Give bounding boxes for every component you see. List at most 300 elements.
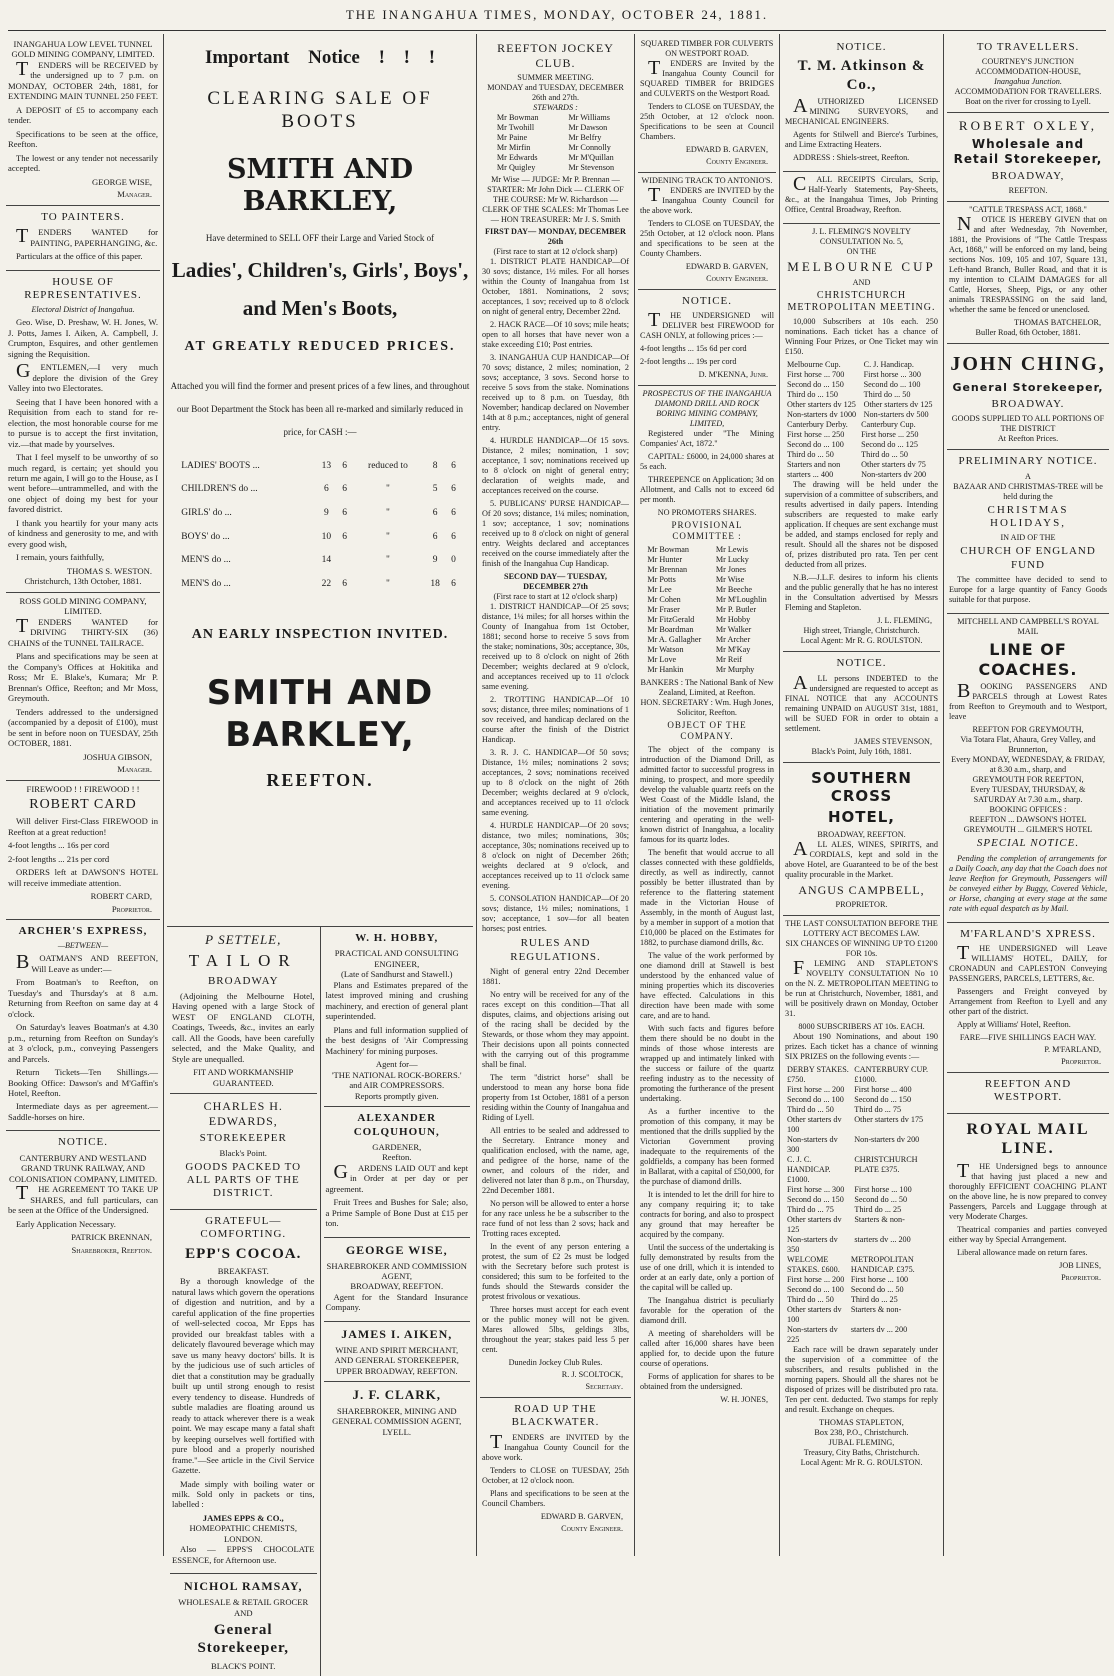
table-row [785, 1205, 938, 1215]
list-item: Mr Mirfin [496, 143, 531, 153]
ad-text: Liberal allowance made on return fares. [957, 1247, 1088, 1257]
table-cell: Second do ... 100 [787, 1285, 844, 1295]
table-header: C. J. Handicap. [863, 360, 914, 370]
column-4 [638, 36, 776, 1556]
table-row [785, 460, 938, 470]
ad-signature: THOMAS S. WESTON. [66, 565, 152, 576]
column-divider [943, 34, 944, 1556]
list-item: Mr Potts [647, 575, 676, 585]
royal-mail-line-ad [947, 1114, 1109, 1288]
price-cell: 6 [451, 484, 456, 495]
hotel-name: SOUTHERN CROSS [811, 768, 912, 805]
reefton-westport-heading [947, 1073, 1109, 1114]
list-item: Mr Fraser [647, 605, 680, 615]
ad-text: The drawing will be held under the supervision of a committee of subscribers, and results advertised in daily papers. Intending subscribers are requested to make early application. If cheques are sent exchange must be added, and stamps enclosed for reply and result. Should all the shares not be disposed of, prizes distributed pro rata. Ten per cent deducted from all prizes. [785, 480, 938, 570]
table-cell: Third do ... 25 [854, 1205, 902, 1215]
ad-text: N.B.—J.L.F. desires to inform his clients and the public generally that he has no interest in the Consultation advertised by Messrs Fleming and Stapleton. [785, 573, 938, 613]
ad-trade: Wholesale and Retail Storekeeper, [953, 137, 1103, 166]
ad-subtitle: SIX CHANCES OF WINNING UP TO £1200 FOR 10s. [785, 939, 938, 959]
price-cell: 6 [342, 484, 348, 495]
list-item: Mr A. Gallagher [647, 635, 702, 645]
list-item: Mr Lewis [715, 545, 748, 555]
ad-name: ROBERT CARD [29, 797, 137, 813]
table-cell: Third do ... 50 [787, 1105, 834, 1115]
tunnel-tender-ad [6, 36, 160, 206]
ad-trade: WINE AND SPIRIT MERCHANT, AND GENERAL STOREKEEPER, [334, 1344, 459, 1366]
mfarland-express-ad [947, 923, 1109, 1073]
table-cell: First horse ... 400 [854, 1085, 912, 1095]
ad-text: GOODS SUPPLIED TO ALL PORTIONS OF THE DISTRICT [951, 414, 1105, 434]
ad-title: WIDENING TRACK TO ANTONIO'S. [641, 176, 773, 185]
table-cell: Non-starters dv 350 [787, 1235, 838, 1255]
list-item: Mr Quigley [496, 163, 536, 173]
price-row: 2-foot lengths ... 21s per cord [8, 853, 110, 864]
table-row [785, 1185, 938, 1195]
ad-signature-title: County Engineer. [706, 274, 768, 283]
event-name: MELBOURNE CUP [787, 259, 936, 274]
list-item: Mr Wise [715, 575, 745, 585]
local-agent: Local Agent: Mr R. G. ROULSTON. [800, 636, 923, 646]
ad-title: PROSPECTUS OF THE INANGAHUA DIAMOND DRILL AND ROCK BORING MINING COMPANY, LIMITED, [642, 389, 772, 429]
list-item: Mr Paine [496, 133, 528, 143]
ad-signature: JUBAL FLEMING, [828, 1438, 895, 1448]
price-cell: " [386, 484, 390, 495]
ad-trade: SHAREBROKER AND COMMISSION AGENT, [326, 1260, 467, 1281]
ad-text: Geo. Wise, D. Preshaw, W. H. Jones, W. J. Potts, James I. Aiken, A. Campbell, J. Crumpton, Esquires, and other gentlemen signing the Requisition. [8, 317, 158, 359]
ad-text: Made simply with boiling water or milk. Sold only in packets or tins, labelled : [172, 1478, 315, 1510]
ad-signature: R. J. SCOLTOCK, [561, 1370, 623, 1380]
booking-office: GREYMOUTH ... GILMER'S HOTEL [963, 825, 1093, 835]
committee-list [640, 545, 774, 675]
ad-text: Agent for— [375, 1059, 418, 1070]
list-item: Mr Murphy [715, 665, 755, 675]
ad-address: Box 238, P.O., Christchurch. [814, 1428, 909, 1438]
notice-text: Attached you will find the former and present prices of a few lines, and throughout our Boot Department the Stock has been all re-marked and similarly reduced in price, for CASH :— [170, 380, 470, 438]
ad-text: Apply at Williams' Hotel, Reefton. [957, 1020, 1071, 1029]
ad-signature-title: County Engineer. [561, 1523, 623, 1533]
ad-body: CALL RECEIPTS Circulars, Scrip, Half-Yearly Statements, Pay-Sheets, &c., at the Inangahua Times, Job Printing Office, Central Broadway, Reefton. [785, 173, 938, 214]
price-cell: 6 [342, 507, 348, 518]
ad-text: GARDENS LAID OUT and kept in Order at per day or per agreement. [325, 1160, 468, 1194]
table-cell: Second do ... 100 [787, 1095, 844, 1105]
ad-trade: PRACTICAL AND CONSULTING ENGINEER, [334, 948, 459, 969]
ad-subtitle: —BETWEEN— [57, 941, 109, 951]
paragraph: Three horses must accept for each event or the public money will not be given. Mares allowed 5lbs, geldings 3lbs, throughout the year; stakes paid less 5 per cent. [482, 1305, 629, 1355]
ad-text: Plans and specifications may be seen at the Company's Offices at Hokitika and Ross; Mr E. Blake's, Kumara; Mr P. Brennan's Office, Reefton; and Mr Moss, Greymouth. [8, 651, 158, 704]
ad-signature: EDWARD B. GARVEN, [685, 262, 768, 271]
shop-name: SMITH AND BARKLEY, [206, 673, 434, 755]
paragraph: In the event of any person entering a protest, the sum of £2 2s must be lodged with the Secretary before such protest is considered; this sum to be forfeited to the funds should the Stewards consider the protest frivolous or vexatious. [482, 1242, 629, 1302]
table-row [785, 370, 938, 380]
table-cell: Second do ... 100 [863, 380, 921, 390]
price-cell: 6 [451, 531, 456, 542]
ad-text: CHURCH OF ENGLAND FUND [960, 545, 1096, 571]
paragraph: 3. INANGAHUA CUP HANDICAP—Of 70 sovs; distance, 2 miles; nomination, 2 sovs; acceptance, 3 sovs. Second horse to receive 5 sovs from the stake. Nominations received up to 8 p.m. on Tuesday, 8th November; handicap declared on November 14th at 8 p.m.; acceptances, night of general entry. [482, 353, 629, 433]
price-table [179, 455, 461, 596]
ad-signature: P. M'FARLAND, [1044, 1045, 1101, 1054]
price-cell: 6 [323, 484, 329, 495]
list-item: Mr Lee [647, 585, 672, 595]
table-header: WELCOME STAKES. £600. [787, 1255, 840, 1275]
price-cell: 6 [451, 578, 456, 589]
ad-text: BAZAAR AND CHRISTMAS-TREE will be held during the [953, 481, 1103, 501]
ad-text: Agent for the Standard Insurance Company. [325, 1291, 468, 1313]
price-cell: 6 [342, 531, 348, 542]
table-cell: Second do ... 150 [854, 1095, 912, 1105]
table-cell: Second do ... 150 [787, 1195, 844, 1205]
column-divider [779, 34, 780, 1556]
ad-text: 8000 SUBSCRIBERS AT 10s. EACH. [798, 1022, 925, 1032]
ad-title: MITCHELL AND CAMPBELL'S ROYAL MAIL [957, 617, 1099, 637]
ad-text: ADDRESS : Shiels-street, Reefton. [793, 153, 910, 162]
ad-title: "CATTLE TRESPASS ACT, 1868." [969, 204, 1087, 214]
ad-text: I thank you heartily for your many acts of kindness and generosity to me, and with every good wish, [8, 517, 158, 549]
secretary: HON. SECRETARY : Wm. Hugh Jones, Solicitor, Reefton. [640, 698, 774, 718]
ad-subtitle: SUMMER MEETING. [517, 73, 594, 83]
table-row [785, 1135, 938, 1155]
ad-title: FIREWOOD ! ! FIREWOOD ! ! [26, 783, 140, 794]
table-cell: First horse ... 300 [863, 370, 921, 380]
ad-text: Early Application Necessary. [16, 1218, 116, 1229]
list-item: Mr Love [647, 655, 677, 665]
cattle-trespass-ad [947, 202, 1109, 344]
ad-address: Black's Point. [219, 1148, 267, 1159]
ad-text: Plans and specifications to be seen at the Council Chambers. [482, 1488, 629, 1508]
ad-signature: THOMAS BATCHELOR, [1014, 317, 1101, 327]
list-item: Mr Connolly [568, 143, 611, 153]
table-row [785, 1235, 938, 1255]
list-item: Mr Belfry [568, 133, 602, 143]
table-row [785, 450, 938, 460]
ad-title: PRELIMINARY NOTICE. [958, 455, 1098, 468]
list-item: Mr Dawson [568, 123, 608, 133]
price-cell: BOYS' do ... [181, 531, 230, 542]
shop-town: REEFTON. [266, 770, 374, 791]
price-row [179, 549, 461, 573]
ross-mining-ad [6, 593, 160, 781]
ad-text: ORDERS left at DAWSON'S HOTEL will receive immediate attention. [8, 867, 158, 888]
price-cell [337, 549, 351, 573]
ad-signature-title: PROPRIETOR. [835, 900, 888, 910]
list-item: Mr Bowman [647, 545, 689, 555]
aiken-merchant-ad [324, 1322, 471, 1382]
table-cell: Third do ... 50 [861, 450, 908, 460]
house-of-representatives-ad [6, 271, 160, 593]
ad-signature-title: County Engineer. [706, 157, 768, 166]
table-row [785, 1095, 938, 1105]
table-cell: Starters & non- [854, 1215, 905, 1225]
price-cell: 14 [321, 555, 332, 566]
ad-name: JAMES I. AIKEN, [341, 1326, 453, 1341]
ad-text: A [1025, 471, 1031, 481]
ad-body: BOOKING PASSENGERS AND PARCELS through at Lowest Rates from Reefton to Greymouth and to Westport, leave [949, 680, 1107, 722]
column-5 [783, 36, 940, 1556]
table-header: Melbourne Cup. [787, 360, 841, 370]
paragraph: No entry will be received for any of the races except on this condition—That all disputes, claims, and objections arising out of the racing shall be decided by the Stewards, or those whom they may appoint. Their decisions upon all points connected with the carrying out of this programme shall be final. [482, 990, 629, 1070]
ad-text: AND [852, 277, 871, 287]
ad-title: ARCHER'S EXPRESS, [18, 925, 148, 938]
ad-text: CHRISTMAS HOLIDAYS, [987, 503, 1069, 529]
price-cell: MEN'S do ... [181, 555, 231, 566]
price-cell: 6 [432, 507, 438, 518]
price-cell: 6 [342, 578, 348, 589]
ad-title: NOTICE. [836, 41, 887, 53]
price-cell: " [386, 507, 390, 518]
ad-trade: SHAREBROKER, MINING AND GENERAL COMMISSION AGENT, [332, 1405, 462, 1427]
list-item: Mr P. Butler [715, 605, 757, 615]
painters-ad [6, 206, 160, 271]
price-cell: 6 [451, 507, 456, 518]
list-item: Mr Beeche [715, 585, 752, 595]
ad-text: Theatrical companies and parties conveyed either way by Special Arrangement. [949, 1224, 1107, 1244]
ad-text: Tenders to CLOSE on TUESDAY, the 25th October, at 12 o'clock noon. Specifications to be seen at Council Chambers. [640, 102, 774, 141]
ad-trade: General Storekeeper, [197, 1621, 290, 1657]
price-row: 4-foot lengths ... 15s 6d per cord [640, 344, 747, 354]
bankers: BANKERS : The National Bank of New Zealand, Limited, at Reefton. [640, 678, 774, 698]
paragraph: 1. DISTRICT PLATE HANDICAP—Of 30 sovs; distance, 1½ miles. For all horses within the County of Inangahua from 1st October, 1881. Nominations, 2 sovs; acceptances, 1 sov; received up to 8 o'clock on night of general entry, December 22nd. [482, 257, 629, 317]
list-item: Mr Bowman [496, 113, 539, 123]
ad-text: By a thorough knowledge of the natural laws which govern the operations of digestion and nutrition, and by a careful application of the fine properties of well-selected cocoa, Mr Epps has provided our breakfast tables with a delicately flavoured beverage which may save us many heavy doctors' bills. It is by the judicious use of such articles of diet that a constitution may be gradually built up until strong enough to resist every tendency to disease. Hundreds of subtle maladies are floating around us ready to attack wherever there is a weak point. We may escape many a fatal shaft by keeping ourselves well fortified with pure blood and a properly nourished frame."—See article in the Civil Service Gazette. [172, 1276, 315, 1476]
inspection-line: AN EARLY INSPECTION INVITED. [191, 627, 449, 643]
robert-oxley-ad [947, 113, 1109, 202]
ad-address: Reefton. [382, 1152, 412, 1163]
ad-body: TENDERS are INVITED by the Inangahua County Council for the above work. [640, 184, 774, 215]
ad-title: ROAD UP THE BLACKWATER. [511, 1403, 600, 1429]
price-cell: 9 [432, 555, 438, 566]
price-row [179, 502, 461, 526]
rules-note: Dunedin Jockey Club Rules. [508, 1358, 603, 1368]
masthead-rule [8, 30, 1106, 31]
table-cell: Third do ... 25 [850, 1295, 898, 1305]
ad-text: IN AID OF THE [1000, 533, 1056, 543]
table-cell: First horse ... 100 [850, 1275, 909, 1285]
table-cell: Second do ... 125 [861, 440, 918, 450]
price-row [179, 573, 461, 597]
list-item: Mr Cohen [647, 595, 681, 605]
table-header: DERBY STAKES. £750. [787, 1065, 849, 1085]
table-cell: Starters & non- [850, 1305, 902, 1315]
rules-heading: RULES AND REGULATIONS. [510, 937, 601, 963]
column-divider [476, 34, 477, 1556]
table-cell: First horse ... 700 [787, 370, 845, 380]
notice-text: Have determined to SELL OFF their Large and Varied Stock of [205, 233, 435, 244]
table-cell: Other starters dv 125 [863, 400, 933, 410]
table-cell: Second do ... 50 [854, 1195, 908, 1205]
paragraph: 2. HACK RACE—Of 10 sovs; mile heats; open to all horses that have never won a stake exceeding £10; Post entries. [482, 320, 629, 350]
table-cell: Third do ... 50 [787, 1295, 834, 1305]
list-item: Mr Williams [568, 113, 610, 123]
ad-name: ROYAL MAIL LINE. [966, 1120, 1090, 1158]
list-item: Mr Archer [715, 635, 751, 645]
ad-address: LYELL. [382, 1426, 411, 1437]
list-item: Mr Jones [715, 565, 747, 575]
ad-signature-title: Proprietor. [111, 903, 152, 914]
prize-table [785, 420, 938, 480]
column-2-left [167, 927, 320, 1676]
table-cell: Third do ... 75 [787, 1205, 834, 1215]
blackwater-road-ad [480, 1398, 631, 1539]
price-cell: 6 [342, 460, 348, 471]
paragraph: 5. CONSOLATION HANDICAP—Of 20 sovs; distance, 1½ miles; nominations, 1 sov; acceptance, 1 sov—for all beaten horses; post entries. [482, 894, 629, 934]
list-item: Mr Stevenson [568, 163, 615, 173]
diamond-drill-prospectus [638, 386, 776, 1410]
ad-signature: D. M'KENNA, Junr. [698, 370, 768, 380]
colquhoun-gardener-ad [324, 1107, 471, 1238]
ad-text: ACCOMMODATION FOR TRAVELLERS. [954, 87, 1102, 97]
ad-text: CAPITAL: £6000, in 24,000 shares at 5s each. [640, 452, 774, 472]
price-cell: GIRLS' do ... [181, 507, 232, 518]
table-row [785, 380, 938, 390]
ad-signature: JOSHUA GIBSON, [83, 751, 152, 762]
object-text [640, 745, 774, 1392]
table-row [785, 430, 938, 440]
ad-text: At Reefton Prices. [997, 434, 1059, 444]
ad-body: TENDERS are INVITED by the Inangahua County Council for the above work. [482, 1430, 629, 1462]
ad-heading: GRATEFUL—COMFORTING. [200, 1214, 287, 1241]
ad-text: Tenders to CLOSE on TUESDAY, the 25th October, at 12 o'clock noon. Plans and specifications to be seen at the County Chambers. [640, 219, 774, 258]
price-row [179, 478, 461, 502]
table-cell: First horse ... 250 [861, 430, 919, 440]
ad-title: NOTICE. [681, 295, 733, 307]
paragraph: With such facts and figures before them there should be no doubt in the minds of those whose interests are wrapped up and intimately linked with the success or failure of the quartz reefing industry as to the necessity of promoting the furtherance of the present undertaking. [640, 1024, 774, 1104]
ad-text: Registered under "The Mining Companies' Act, 1872." [640, 429, 774, 449]
list-item: Mr Edwards [496, 153, 538, 163]
ad-address: BROADWAY, REEFTON. [350, 1281, 444, 1292]
table-cell: Third do ... 150 [787, 390, 838, 400]
paragraph: It is intended to let the drill for hire to any company requiring it; to take contracts for boring, and also to prospect any ground that may hereafter be acquired by the company. [640, 1190, 774, 1240]
railway-notice-ad [6, 1131, 160, 1260]
price-row: 2-foot lengths ... 19s per cord [640, 357, 737, 367]
shop-name: SMITH AND BARKLEY, [226, 153, 414, 218]
ad-body: AUTHORIZED LICENSED MINING SURVEYORS, and MECHANICAL ENGINEERS. [785, 95, 938, 126]
call-receipts-ad [783, 172, 940, 224]
table-row [785, 1285, 938, 1295]
list-item: Mr Hobby [715, 615, 751, 625]
table-cell: Non-starters dv 225 [787, 1325, 838, 1345]
notice-title: CLEARING SALE OF BOOTS [207, 88, 433, 133]
route: REEFTON FOR GREYMOUTH, [972, 725, 1084, 735]
ad-signature-title: Manager. [117, 764, 152, 775]
ad-text: GOODS PACKED TO ALL PARTS OF THE DISTRICT. [185, 1160, 302, 1200]
list-item: Mr Hunter [647, 555, 683, 565]
george-wise-ad [324, 1238, 471, 1322]
ad-text: Particulars at the office of this paper. [16, 251, 143, 262]
event-name: CHRISTCHURCH METROPOLITAN MEETING. [787, 289, 936, 314]
ad-text: Will deliver First-Class FIREWOOD in Reefton at a great reduction! [8, 816, 158, 837]
list-item: Mr M'Kay [715, 645, 751, 655]
meeting-dates: MONDAY and TUESDAY, DECEMBER 26th and 27th. [487, 83, 624, 103]
ad-text: Also — EPPS'S CHOCOLATE ESSENCE, for Afternoon use. [172, 1544, 315, 1565]
ad-body: TENDERS are Invited by the Inangahua County Council for SQUARED TIMBER for BRIDGES and CULVERTS on the Westport Road. [640, 57, 774, 98]
ad-subtitle: ON THE [846, 247, 877, 256]
ad-address: Treasury, City Baths, Christchurch. [803, 1448, 920, 1458]
price-cell: " [386, 531, 390, 542]
clearing-sale-notice [167, 46, 473, 926]
ad-text: THREEPENCE on Application; 3d on Allotment, and Calls not to exceed 6d per month. [640, 475, 774, 505]
masthead: THE INANGAHUA TIMES, MONDAY, OCTOBER 24, 1881. [345, 7, 769, 22]
table-row [785, 1085, 938, 1095]
ad-signature: PATRICK BRENNAN, [71, 1232, 152, 1243]
ad-signature-title: Secretary. [585, 1382, 623, 1392]
table-header: C. J. C. HANDICAP. £1000. [787, 1155, 831, 1185]
ad-trade: STOREKEEPER [199, 1131, 287, 1144]
price-cell: CHILDREN'S do ... [181, 484, 258, 495]
ad-address: High street, Triangle, Christchurch. [803, 626, 920, 636]
table-cell: Non-starters dv 500 [863, 410, 929, 420]
table-cell: starters ... 400 [787, 470, 834, 480]
local-agent: Local Agent: Mr R. G. ROULSTON. [800, 1458, 923, 1468]
ad-signature: JOB LINES, [1059, 1260, 1101, 1270]
table-cell: Non-starters dv 300 [787, 1135, 838, 1155]
price-row [179, 455, 461, 479]
paragraph: The Inangahua district is peculiarly favorable for the operation of the diamond drill. [640, 1296, 774, 1326]
ad-text: Fruit Trees and Bushes for Sale; also, a Prime Sample of Bone Dust at £15 per ton. [325, 1197, 468, 1229]
ad-text: BOOKING OFFICES : [989, 805, 1067, 815]
table-header: Canterbury Cup. [861, 420, 916, 430]
officials: Mr Wise — JUDGE: Mr P. Brennan — STARTER: Mr John Dick — CLERK OF THE COURSE: Mr W. Richardson — CLERK OF THE SCALES: Mr Thomas Lee — HON TREASURER: Mr J. S. Smith [482, 175, 629, 225]
paragraph: The object of the company is introduction of the Diamond Drill, as admitted factor to successful progress in mining, to prospect, and more speedily develop the valuable quartz reefs on the West Coast of the Middle Island, the initiation of the movement primarily centering and operating in the well-known district of Inangahua, a locality famous for its quartz lodes. [640, 745, 774, 845]
ad-name: CHARLES H. EDWARDS, [203, 1099, 283, 1128]
southern-cross-hotel-ad [783, 763, 940, 917]
ad-signature-title: Sharebroker, Reefton. [71, 1244, 152, 1255]
ad-text: Boat on the river for crossing to Lyell. [965, 97, 1091, 107]
table-cell: starters dv ... 200 [850, 1325, 908, 1335]
paragraph: The term "district horse" shall be understood to mean any horse bona fide property from 1st October, 1881 of a person residing within the County of Inangahua and Riding of Lyell. [482, 1073, 629, 1123]
ad-title: INANGAHUA LOW LEVEL TUNNEL GOLD MINING COMPANY, LIMITED. [11, 39, 155, 60]
ad-text: GENTLEMEN,—I very much deplore the division of the Grey Valley into two Electorates. [8, 360, 158, 394]
list-item: Mr M'Quillan [568, 153, 614, 163]
ad-text: Pending the completion of arrangements for a Daily Coach, any day that the Coach does not leave Reefton for Greymouth, Passengers will be conveyed either by Buggy, Covered Vehicle, or Horse, changing at every stage at the same rate with equal despatch as by Mail. [949, 853, 1107, 913]
firewood-notice-ad [638, 290, 776, 386]
ad-text: AND [233, 1607, 253, 1618]
list-item: Mr Watson [647, 645, 684, 655]
table-row [785, 410, 938, 420]
ad-address: BROADWAY. [991, 397, 1065, 410]
paragraph: Until the success of the undertaking is fully demonstrated by results from the use of one drill, which it is intended to order at an early date, only a portion of the capital will be called up. [640, 1243, 774, 1293]
list-item: Mr Twohill [496, 123, 535, 133]
ad-name: W. H. HOBBY, [355, 932, 439, 944]
list-item: Mr Walker [715, 625, 752, 635]
goods-line: and Men's Boots, [242, 295, 398, 320]
column-2-split [167, 926, 473, 1676]
royal-mail-coaches-ad [947, 614, 1109, 922]
ad-title: REEFTON JOCKEY CLUB. [497, 41, 614, 70]
ad-text: FIT AND WORKMANSHIP GUARANTEED. [193, 1067, 294, 1088]
epps-cocoa-ad [170, 1210, 317, 1575]
ad-address: Inangahua Junction. [994, 77, 1062, 87]
prize-table [785, 360, 938, 420]
day-note: (First race to start at 12 o'clock sharp) [493, 247, 618, 257]
race-list [482, 257, 629, 569]
ad-name: ALEXANDER COLQUHOUN, [353, 1112, 440, 1138]
table-cell: Other starters dv 75 [861, 460, 926, 470]
ad-trade: GARDENER, [372, 1142, 422, 1152]
list-item: Mr FitzGerald [647, 615, 695, 625]
column-divider [163, 34, 164, 1556]
ad-body: ALL ALES, WINES, SPIRITS, and CORDIALS, kept and sold in the above Hotel, are Guaranteed to be of the best quality procurable in the Market. [785, 837, 938, 879]
ad-text: Agents for Stilwell and Bierce's Turbines, and Lime Extracting Heaters. [785, 130, 938, 149]
prize-table [785, 1255, 938, 1345]
ad-name: J. F. CLARK, [352, 1387, 441, 1402]
ad-name: P SETTELE, [205, 932, 282, 947]
table-cell: Other starters dv 100 [787, 1115, 842, 1135]
price-cell: 13 [321, 460, 332, 471]
table-row [785, 390, 938, 400]
ad-signature-title: Proprietor. [1061, 1272, 1101, 1282]
paragraph: No person will be allowed to enter a horse for any race unless he be a subscriber to the race fund of not less than 2 sovs; hack and Trotting races excepted. [482, 1199, 629, 1239]
ad-subtitle: BREAKFAST. [217, 1265, 269, 1276]
archers-express-ad [6, 920, 160, 1131]
